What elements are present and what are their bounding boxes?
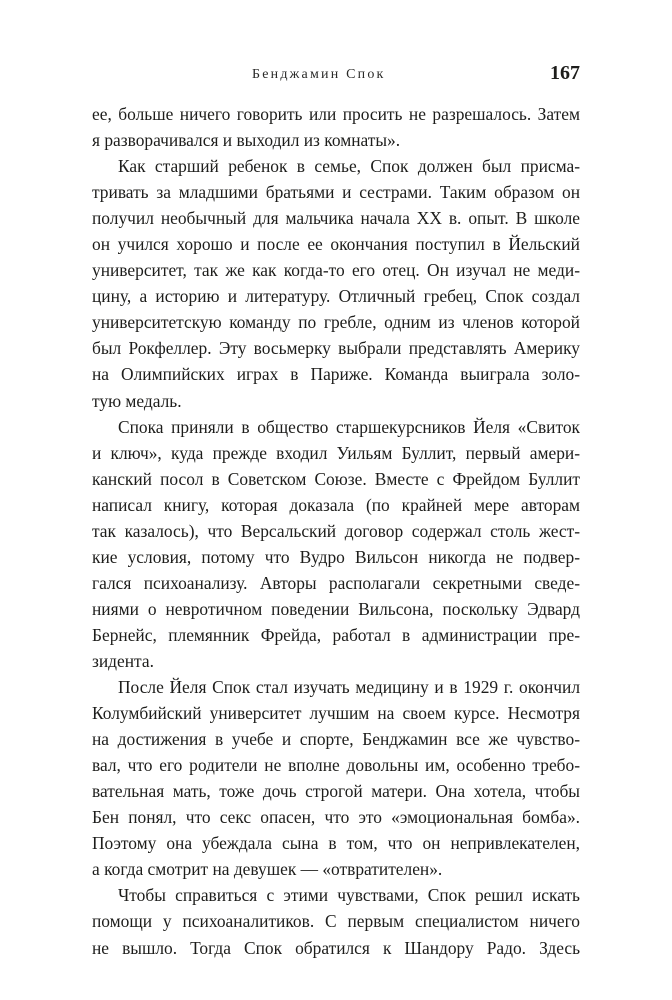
text-line: цину, а историю и литературу. Отличный гребец, Спок создал [92,286,580,307]
text-line: получил необычный для мальчика начала XX в. опыт. В школе [92,208,580,229]
text-line: зидента. [92,650,154,671]
text-line: Чтобы справиться с этими чувствами, Спок решил искать [118,885,580,906]
page-body [92,101,580,961]
text-line: и ключ», куда прежде входил Уильям Буллит, первый амери- [92,442,580,463]
text-line: канский посол в Советском Союзе. Вместе с Фрейдом Буллит [92,468,580,489]
text-line: написал книгу, которая доказала (по крайней мере авторам [92,494,580,515]
text-line: кие условия, потому что Вудро Вильсон никогда не подвер- [92,546,580,567]
paragraph [92,414,580,674]
text-line: он учился хорошо и после ее окончания поступил в Йельский [92,234,580,255]
text-line: так казалось), что Версальский договор содержал столь жест- [92,520,580,541]
text-line: Спока приняли в общество старшекурсников Йеля «Свиток [118,416,580,437]
text-line: гался психоанализу. Авторы располагали секретными сведе- [92,572,580,593]
text-line: на достижения в учебе и спорте, Бенджамин все же чувство- [92,729,580,750]
text-line: Бен понял, что секс опасен, что это «эмоциональная бомба». [92,807,580,828]
text-line: Как старший ребенок в семье, Спок должен был присма- [118,156,580,177]
text-line: помощи у психоаналитиков. С первым специалистом ничего [92,911,580,932]
text-line: университет, так же как когда-то его отец. Он изучал не меди- [92,260,580,281]
text-line: не вышло. Тогда Спок обратился к Шандору Радо. Здесь [92,937,580,958]
paragraph [92,674,580,882]
text-line: ниями о невротичном поведении Вильсона, поскольку Эдвард [92,598,580,619]
text-line: а когда смотрит на девушек — «отвратителен». [92,859,443,880]
text-line: на Олимпийских играх в Париже. Команда выиграла золо- [92,364,580,385]
text-line: университетскую команду по гребле, одним из членов которой [92,312,580,333]
text-line: После Йеля Спок стал изучать медицину и в 1929 г. окончил [118,677,580,698]
text-line: я разворачивался и выходил из комнаты». [92,130,401,151]
text-line: тую медаль. [92,390,182,411]
text-line: Поэтому она убеждала сына в том, что он непривлекателен, [92,833,580,854]
text-line: тривать за младшими братьями и сестрами. Таким образом он [92,182,580,203]
text-line: Бернейс, племянник Фрейда, работал в администрации пре- [92,624,580,645]
text-line: ее, больше ничего говорить или просить не разрешалось. Затем [92,104,580,124]
paragraph [92,153,580,413]
paragraph [92,882,580,960]
text-line: вательная мать, тоже дочь строгой матери. Она хотела, чтобы [92,781,580,802]
page-number: 167 [550,62,580,84]
running-header: Бенджамин Спок [252,67,386,82]
paragraph [92,101,580,153]
text-line: был Рокфеллер. Эту восьмерку выбрали представлять Америку [92,338,580,359]
text-line: Колумбийский университет лучшим на своем курсе. Несмотря [92,703,580,724]
text-line: вал, что его родители не вполне довольны им, особенно требо- [92,755,580,776]
